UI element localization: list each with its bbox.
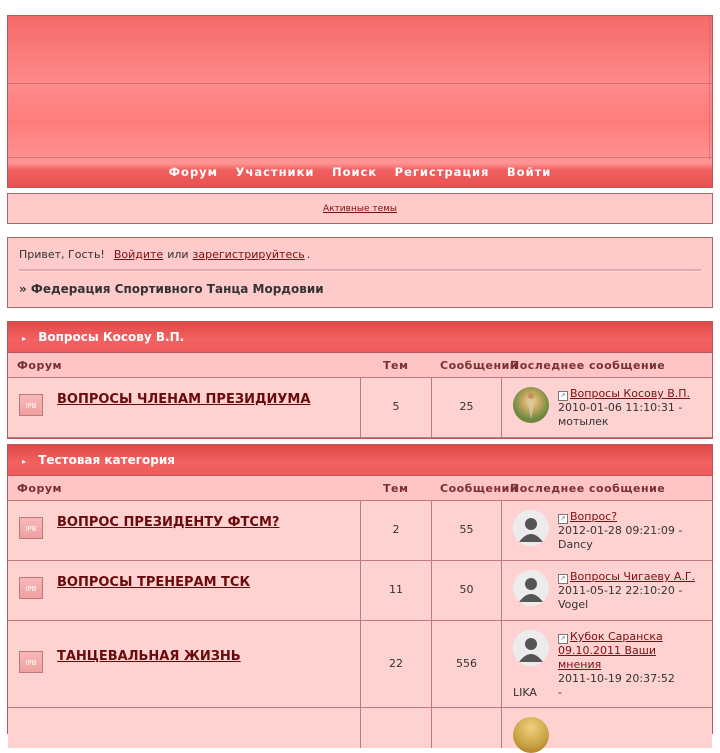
posts-count: 25	[459, 400, 474, 413]
forum-icon: IPB	[19, 394, 43, 416]
last-post-cell	[502, 378, 712, 437]
greeting-text: Привет, Гость!	[19, 248, 105, 261]
forum-cell	[8, 561, 361, 620]
topics-count: 22	[389, 657, 403, 670]
forum-title-link[interactable]: ВОПРОСЫ ТРЕНЕРАМ ТСК	[57, 575, 251, 590]
forum-title-link[interactable]: ВОПРОС ПРЕЗИДЕНТУ ФТСМ?	[57, 515, 280, 530]
last-post-date: 2011-10-19 20:37:52 -	[558, 672, 675, 699]
login-link[interactable]: Войдите	[113, 248, 164, 261]
forum-cell	[8, 621, 361, 707]
collapse-arrow-icon[interactable]: ▸	[22, 457, 27, 466]
posts-count: 556	[456, 657, 477, 670]
header-divider	[8, 83, 712, 84]
forum-icon: IPB	[19, 577, 43, 599]
breadcrumb: » Федерация Спортивного Танца Мордовии	[19, 282, 324, 296]
topics-count: 5	[392, 400, 400, 413]
active-topics-link[interactable]: Активные темы	[322, 204, 398, 214]
forum-icon: IPB	[19, 517, 43, 539]
header-edge	[709, 16, 710, 159]
forum-cell	[8, 708, 361, 748]
col-last-post: Последнее сообщение	[510, 359, 666, 372]
last-topic-link[interactable]: Кубок Саранска 09.10.2011 Ваши мнения	[558, 630, 663, 671]
post-icon: ↗	[558, 634, 568, 644]
last-post-cell	[502, 501, 712, 560]
divider	[19, 269, 701, 272]
forum-title-link[interactable]: ТАНЦЕВАЛЬНАЯ ЖИЗНЬ	[57, 649, 241, 664]
last-topic-link[interactable]: Вопросы Чигаеву А.Г.	[570, 570, 696, 583]
last-post-info	[558, 510, 704, 552]
col-topics: Тем	[383, 359, 409, 372]
category-header[interactable]	[8, 445, 712, 476]
topics-cell	[361, 561, 432, 620]
user-avatar[interactable]	[513, 387, 549, 423]
forum-row	[8, 561, 712, 621]
last-post-cell	[502, 621, 712, 707]
post-icon: ↗	[558, 514, 568, 524]
col-posts: Сообщений	[440, 359, 519, 372]
period-text: .	[306, 248, 311, 261]
last-post-user: мотылек	[558, 415, 609, 428]
col-posts: Сообщений	[440, 482, 519, 495]
forum-row	[8, 708, 712, 748]
post-icon: ↗	[558, 574, 568, 584]
category-header[interactable]	[8, 322, 712, 353]
post-icon: ↗	[558, 391, 568, 401]
category-title: Тестовая категория	[38, 453, 175, 467]
posts-cell	[432, 561, 502, 620]
last-topic-link[interactable]: Вопросы Косову В.П.	[570, 387, 691, 400]
topics-count: 2	[392, 523, 400, 536]
active-topics-bar	[7, 193, 713, 224]
main-nav	[8, 165, 712, 179]
last-post-user: Vogel	[558, 598, 589, 611]
forum-row	[8, 621, 712, 708]
forum-title-link[interactable]: ВОПРОСЫ ЧЛЕНАМ ПРЕЗИДИУМА	[57, 392, 311, 407]
col-topics: Тем	[383, 482, 409, 495]
topics-cell	[361, 708, 432, 748]
topics-cell	[361, 378, 432, 437]
nav-login-link[interactable]: Войти	[506, 165, 552, 179]
col-forum: Форум	[17, 359, 63, 372]
nav-register-link[interactable]: Регистрация	[394, 165, 490, 179]
last-post-date: 2012-01-28 09:21:09 -	[558, 524, 683, 537]
last-post-user: Dancy	[558, 538, 593, 551]
collapse-arrow-icon[interactable]: ▸	[22, 334, 27, 343]
default-avatar-icon[interactable]	[513, 510, 549, 546]
col-last-post: Последнее сообщение	[510, 482, 666, 495]
default-avatar-icon[interactable]	[513, 570, 549, 606]
category-block	[7, 321, 713, 439]
user-avatar[interactable]	[513, 717, 549, 753]
nav-forum-link[interactable]: Форум	[168, 165, 219, 179]
column-headers	[8, 476, 712, 501]
nav-members-link[interactable]: Участники	[235, 165, 315, 179]
forum-icon: IPB	[19, 651, 43, 673]
default-avatar-icon[interactable]	[513, 630, 549, 666]
forum-cell	[8, 501, 361, 560]
topics-cell	[361, 621, 432, 707]
last-topic-link[interactable]: Вопрос?	[570, 510, 618, 523]
last-post-cell	[502, 561, 712, 620]
guest-panel	[7, 237, 713, 308]
topics-count: 11	[389, 583, 403, 596]
nav-search-link[interactable]: Поиск	[331, 165, 378, 179]
posts-count: 55	[459, 523, 474, 536]
posts-count: 50	[459, 583, 474, 596]
posts-cell	[432, 378, 502, 437]
last-post-cell	[502, 708, 712, 748]
posts-cell	[432, 621, 502, 707]
category-block	[7, 444, 713, 734]
category-title: Вопросы Косову В.П.	[38, 330, 185, 344]
forum-row	[8, 378, 712, 438]
col-forum: Форум	[17, 482, 63, 495]
or-text: или	[167, 248, 189, 261]
last-post-user: LIKA	[513, 686, 537, 699]
posts-cell	[432, 708, 502, 748]
posts-cell	[432, 501, 502, 560]
last-post-date: 2011-05-12 22:10:20 -	[558, 584, 683, 597]
register-link[interactable]: зарегистрируйтесь	[192, 248, 305, 261]
forum-cell	[8, 378, 361, 437]
header-divider	[8, 157, 712, 158]
forum-row	[8, 501, 712, 561]
column-headers	[8, 353, 712, 378]
site-header	[7, 15, 713, 188]
last-post-info	[558, 570, 704, 612]
last-post-date: 2010-01-06 11:10:31 -	[558, 401, 683, 414]
last-post-info	[558, 387, 704, 429]
topics-cell	[361, 501, 432, 560]
guest-greeting	[19, 248, 701, 261]
